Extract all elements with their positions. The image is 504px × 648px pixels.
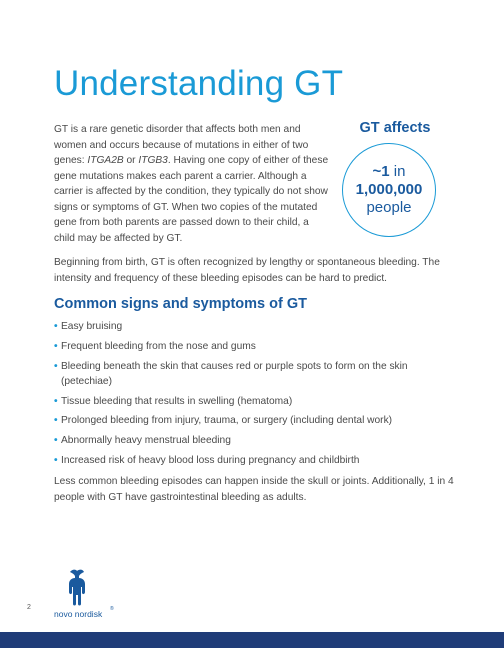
callout-ratio	[373, 163, 406, 181]
logo-wordmark: novo nordisk	[54, 609, 103, 619]
list-item-text: Bleeding beneath the skin that causes red or purple spots to form on the skin (petechiae)	[61, 360, 408, 387]
bleeding-paragraph: Beginning from birth, GT is often recognized by lengthy or spontaneous bleeding. The intensity and frequency of these bleeding episodes can be hard to predict.	[54, 257, 440, 284]
callout-title: GT affects	[359, 120, 431, 136]
gene-itga2b: ITGA2B	[87, 155, 124, 166]
intro-text: or	[123, 155, 139, 166]
page-title: Understanding GT	[54, 64, 344, 103]
callout-unit: people	[366, 199, 412, 216]
list-item	[54, 319, 454, 334]
list-item-text: Easy bruising	[61, 321, 123, 332]
registered-mark: ®	[110, 606, 114, 612]
list-item	[54, 453, 454, 468]
page-number: 2	[27, 604, 31, 611]
callout-number: 1,000,000	[355, 181, 423, 198]
bullet-icon: •	[54, 454, 58, 466]
footer-bar	[0, 632, 504, 648]
callout-in: in	[389, 163, 406, 180]
list-item	[54, 433, 454, 448]
additional-paragraph: Less common bleeding episodes can happen inside the skull or joints. Additionally, 1 in 4 people with GT have gastrointestinal bleeding as adults.	[54, 476, 454, 503]
bullet-icon: •	[54, 415, 58, 427]
prevalence-callout	[342, 143, 436, 237]
list-item-text: Prolonged bleeding from injury, trauma, or surgery (including dental work)	[61, 415, 393, 427]
novo-nordisk-logo	[54, 568, 114, 622]
list-item-text: Abnormally heavy menstrual bleeding	[61, 435, 231, 447]
bullet-icon: •	[54, 360, 58, 372]
bullet-icon: •	[54, 435, 58, 447]
list-item-text: Increased risk of heavy blood loss during pregnancy and childbirth	[61, 454, 360, 466]
apis-bull-icon	[64, 568, 90, 608]
intro-text: GT is a rare genetic disorder that affects both men and women and occurs because of mutations in either of two genes:	[54, 124, 309, 166]
list-item	[54, 339, 454, 354]
bullet-icon: •	[54, 340, 58, 352]
gene-itgb3: ITGB3	[138, 155, 168, 166]
list-item	[54, 394, 454, 409]
bullet-icon: •	[54, 395, 58, 407]
bullet-icon: •	[54, 321, 58, 332]
intro-paragraph	[54, 122, 332, 246]
list-item	[54, 359, 454, 389]
symptoms-list	[54, 319, 454, 473]
list-item-text: Tissue bleeding that results in swelling (hematoma)	[61, 395, 293, 407]
intro-text: . Having one copy of either of these gene mutations makes each parent a carrier. Although a carrier is affected by the condition, they typically do not show signs or symptoms of GT. When two copies of the mutated gene from both parents are passed down to their child, a child may be affected by GT.	[54, 155, 329, 244]
list-item-text: Frequent bleeding from the nose and gums	[61, 340, 256, 352]
symptoms-heading: Common signs and symptoms of GT	[54, 296, 307, 312]
list-item	[54, 413, 454, 428]
callout-approx: ~1	[372, 163, 390, 180]
